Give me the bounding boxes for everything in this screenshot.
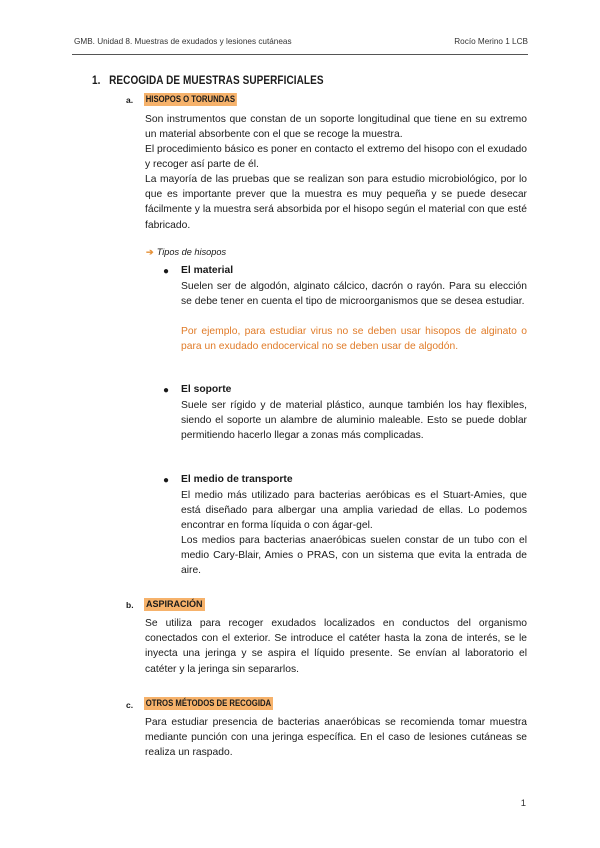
subsection-b-text: Se utiliza para recoger exudados localizados en conductos del organismo conectados con el exterior. Se introduce el catéter hasta la zona de interés, se le inyecta una jeringa y se aspira el líquido presente. Se envían al laboratorio el catéter y la jeringa sin separarlos. bbox=[145, 618, 527, 675]
subsection-a-para-1: Son instrumentos que constan de un soporte longitudinal que tiene en su extremo un material absorbente con el que se recoge la muestra. bbox=[145, 114, 527, 141]
header-divider bbox=[72, 54, 528, 55]
item-material-note: Por ejemplo, para estudiar virus no se deben usar hisopos de alginato o para un exudado endocervical no se deben usar de algodón. bbox=[181, 326, 527, 353]
section-number: 1. bbox=[92, 73, 101, 87]
header-right: Rocío Merino 1 LCB bbox=[454, 37, 528, 46]
section-title bbox=[92, 73, 324, 87]
item-transporte-title: El medio de transporte bbox=[181, 474, 293, 485]
bullet-icon: ● bbox=[163, 385, 170, 396]
section-title-text: RECOGIDA DE MUESTRAS SUPERFICIALES bbox=[109, 73, 324, 87]
item-material-text: Suelen ser de algodón, alginato cálcico, dacrón o rayón. Para su elección se debe tener en cuenta el tipo de microorganismos que se desea estudiar. bbox=[181, 281, 527, 308]
subsection-a-para-3: La mayoría de las pruebas que se realizan son para estudio microbiológico, por lo que es importante prever que la muestra es muy pequeña y se puede desecar fácilmente y la muestra será absorbida por el hisopo según el material con que esté fabricado. bbox=[145, 174, 527, 231]
item-transporte-text-2: Los medios para bacterias anaeróbicas suelen constar de un tubo con el medio Cary-Blair, Amies o PRAS, con un sistema que evita la entrada de aire. bbox=[181, 535, 527, 577]
subsection-b-title: ASPIRACIÓN bbox=[146, 599, 203, 609]
subsection-a-title: HISOPOS O TORUNDAS bbox=[145, 94, 236, 104]
item-soporte-title: El soporte bbox=[181, 384, 232, 395]
bullet-icon: ● bbox=[163, 266, 170, 277]
item-material-title: El material bbox=[181, 265, 234, 276]
subsection-c-text: Para estudiar presencia de bacterias anaeróbicas se recomienda tomar muestra mediante punción con una jeringa específica. En el caso de lesiones cutáneas se realiza un raspado. bbox=[145, 717, 527, 759]
subsection-a-para-2: El procedimiento básico es poner en contacto el extremo del hisopo con el exudado y recoger así parte de él. bbox=[145, 144, 527, 171]
subsection-c-letter: c. bbox=[126, 700, 134, 710]
types-label-text: Tipos de hisopos bbox=[156, 247, 227, 257]
header-left: GMB. Unidad 8. Muestras de exudados y lesiones cutáneas bbox=[74, 37, 292, 46]
item-transporte-text: El medio más utilizado para bacterias aeróbicas es el Stuart-Amies, que está diseñado para albergar una amplia variedad de ellas. Lo podemos encontrar en forma líquida o con ágar-gel. bbox=[181, 490, 527, 532]
bullet-icon: ● bbox=[163, 475, 170, 486]
subsection-a-letter: a. bbox=[126, 95, 134, 105]
subsection-c-title: OTROS MÉTODOS DE RECOGIDA bbox=[145, 698, 272, 708]
page-number: 1 bbox=[520, 798, 526, 809]
arrow-right-icon: ➔ bbox=[146, 247, 154, 257]
subsection-b-letter: b. bbox=[126, 600, 134, 610]
item-soporte-text: Suele ser rígido y de material plástico, aunque también los hay flexibles, siendo el soporte un alambre de aluminio maleable. Esto se puede doblar permitiendo hacerlo llegar a zonas más complicadas. bbox=[181, 400, 527, 442]
types-label bbox=[146, 247, 226, 258]
